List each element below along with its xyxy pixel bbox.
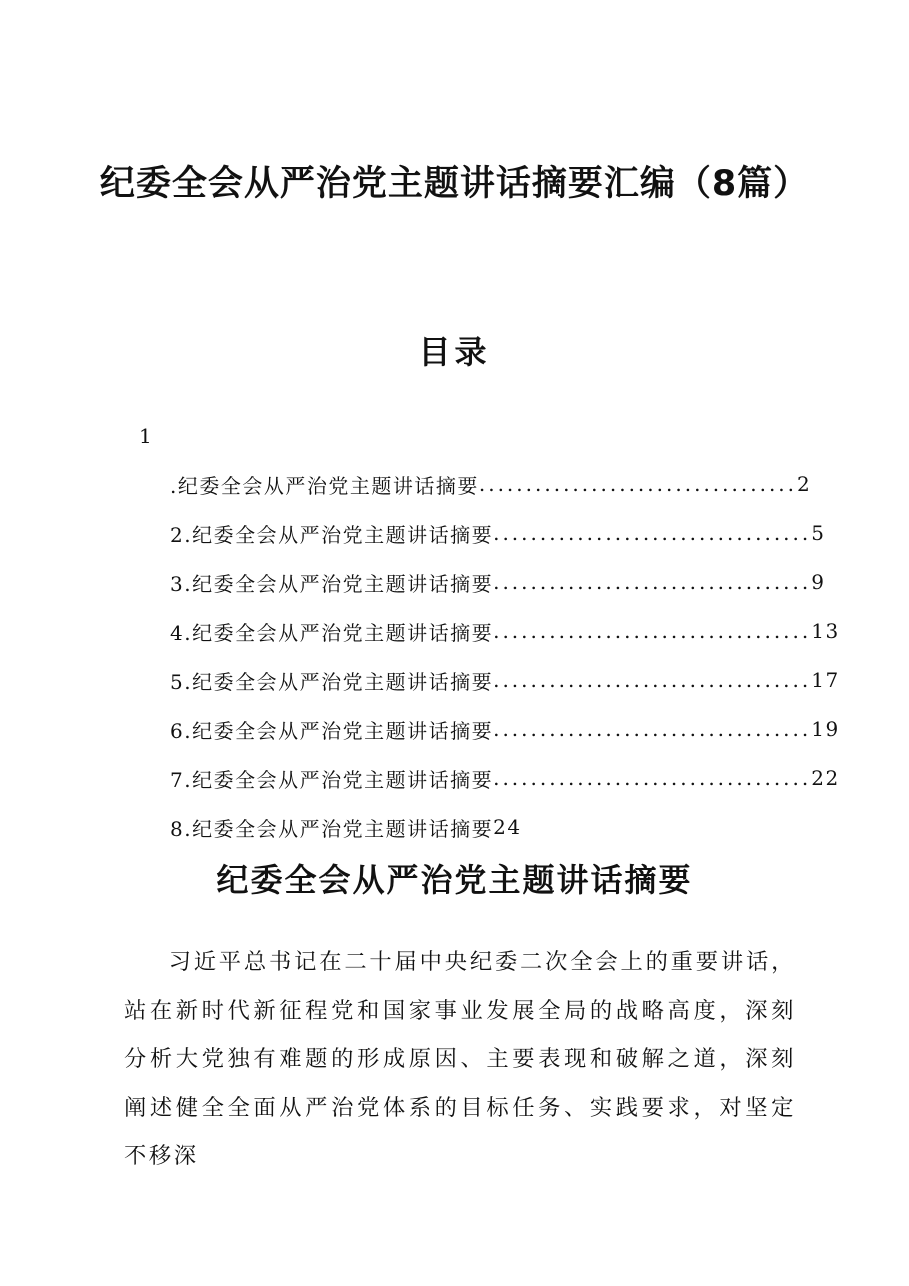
toc-item[interactable] bbox=[170, 567, 826, 597]
toc-page-number: 5 bbox=[811, 521, 826, 545]
body-paragraph: 习近平总书记在二十届中央纪委二次全会上的重要讲话，站在新时代新征程党和国家事业发展全局的战略高度，深刻分析大党独有难题的形成原因、主要表现和破解之道，深刻阐述健全全面从严治党体系的目标任务、实践要求，对坚定不移深 bbox=[124, 949, 796, 1169]
toc-page-number: 24 bbox=[493, 815, 522, 839]
toc-leader-dots: .................................. bbox=[493, 668, 812, 692]
toc-leader-dots: .................................. bbox=[493, 619, 812, 643]
toc-page-number: 9 bbox=[811, 570, 826, 594]
toc-item-label: 8.纪委全会从严治党主题讲话摘要 bbox=[170, 816, 494, 841]
toc-page-number: 19 bbox=[811, 717, 840, 741]
toc-heading: 目录 bbox=[418, 333, 491, 371]
toc-item[interactable] bbox=[170, 665, 840, 695]
toc-item[interactable] bbox=[170, 763, 840, 793]
toc-item-label: 6.纪委全会从严治党主题讲话摘要 bbox=[170, 718, 494, 743]
toc-page-number: 17 bbox=[811, 668, 840, 692]
document-title: 纪委全会从严治党主题讲话摘要汇编（8篇） bbox=[99, 164, 810, 204]
toc-item[interactable] bbox=[170, 518, 826, 548]
toc-stray-number: 1 bbox=[139, 424, 152, 448]
toc-leader-dots: .................................. bbox=[493, 570, 812, 594]
toc-item[interactable] bbox=[170, 714, 840, 744]
toc-item-label: 3.纪委全会从严治党主题讲话摘要 bbox=[170, 571, 494, 596]
toc-page-number: 2 bbox=[797, 472, 812, 496]
toc-leader-dots: .................................. bbox=[493, 717, 812, 741]
toc-item-label: 4.纪委全会从严治党主题讲话摘要 bbox=[170, 620, 494, 645]
toc-leader-dots: .................................. bbox=[478, 472, 798, 496]
toc-page-number: 22 bbox=[811, 766, 840, 790]
toc-item-label: .纪委全会从严治党主题讲话摘要 bbox=[170, 473, 479, 498]
toc-item[interactable] bbox=[170, 616, 840, 646]
toc-item-label: 5.纪委全会从严治党主题讲话摘要 bbox=[170, 669, 494, 694]
toc-item[interactable] bbox=[170, 469, 812, 499]
toc-page-number: 13 bbox=[811, 619, 840, 643]
toc-item-label: 2.纪委全会从严治党主题讲话摘要 bbox=[170, 522, 494, 547]
toc-item[interactable] bbox=[170, 812, 522, 842]
toc-leader-dots: .................................. bbox=[493, 766, 812, 790]
toc-item-label: 7.纪委全会从严治党主题讲话摘要 bbox=[170, 767, 494, 792]
section-heading: 纪委全会从严治党主题讲话摘要 bbox=[216, 861, 693, 899]
toc-leader-dots: .................................. bbox=[493, 521, 812, 545]
